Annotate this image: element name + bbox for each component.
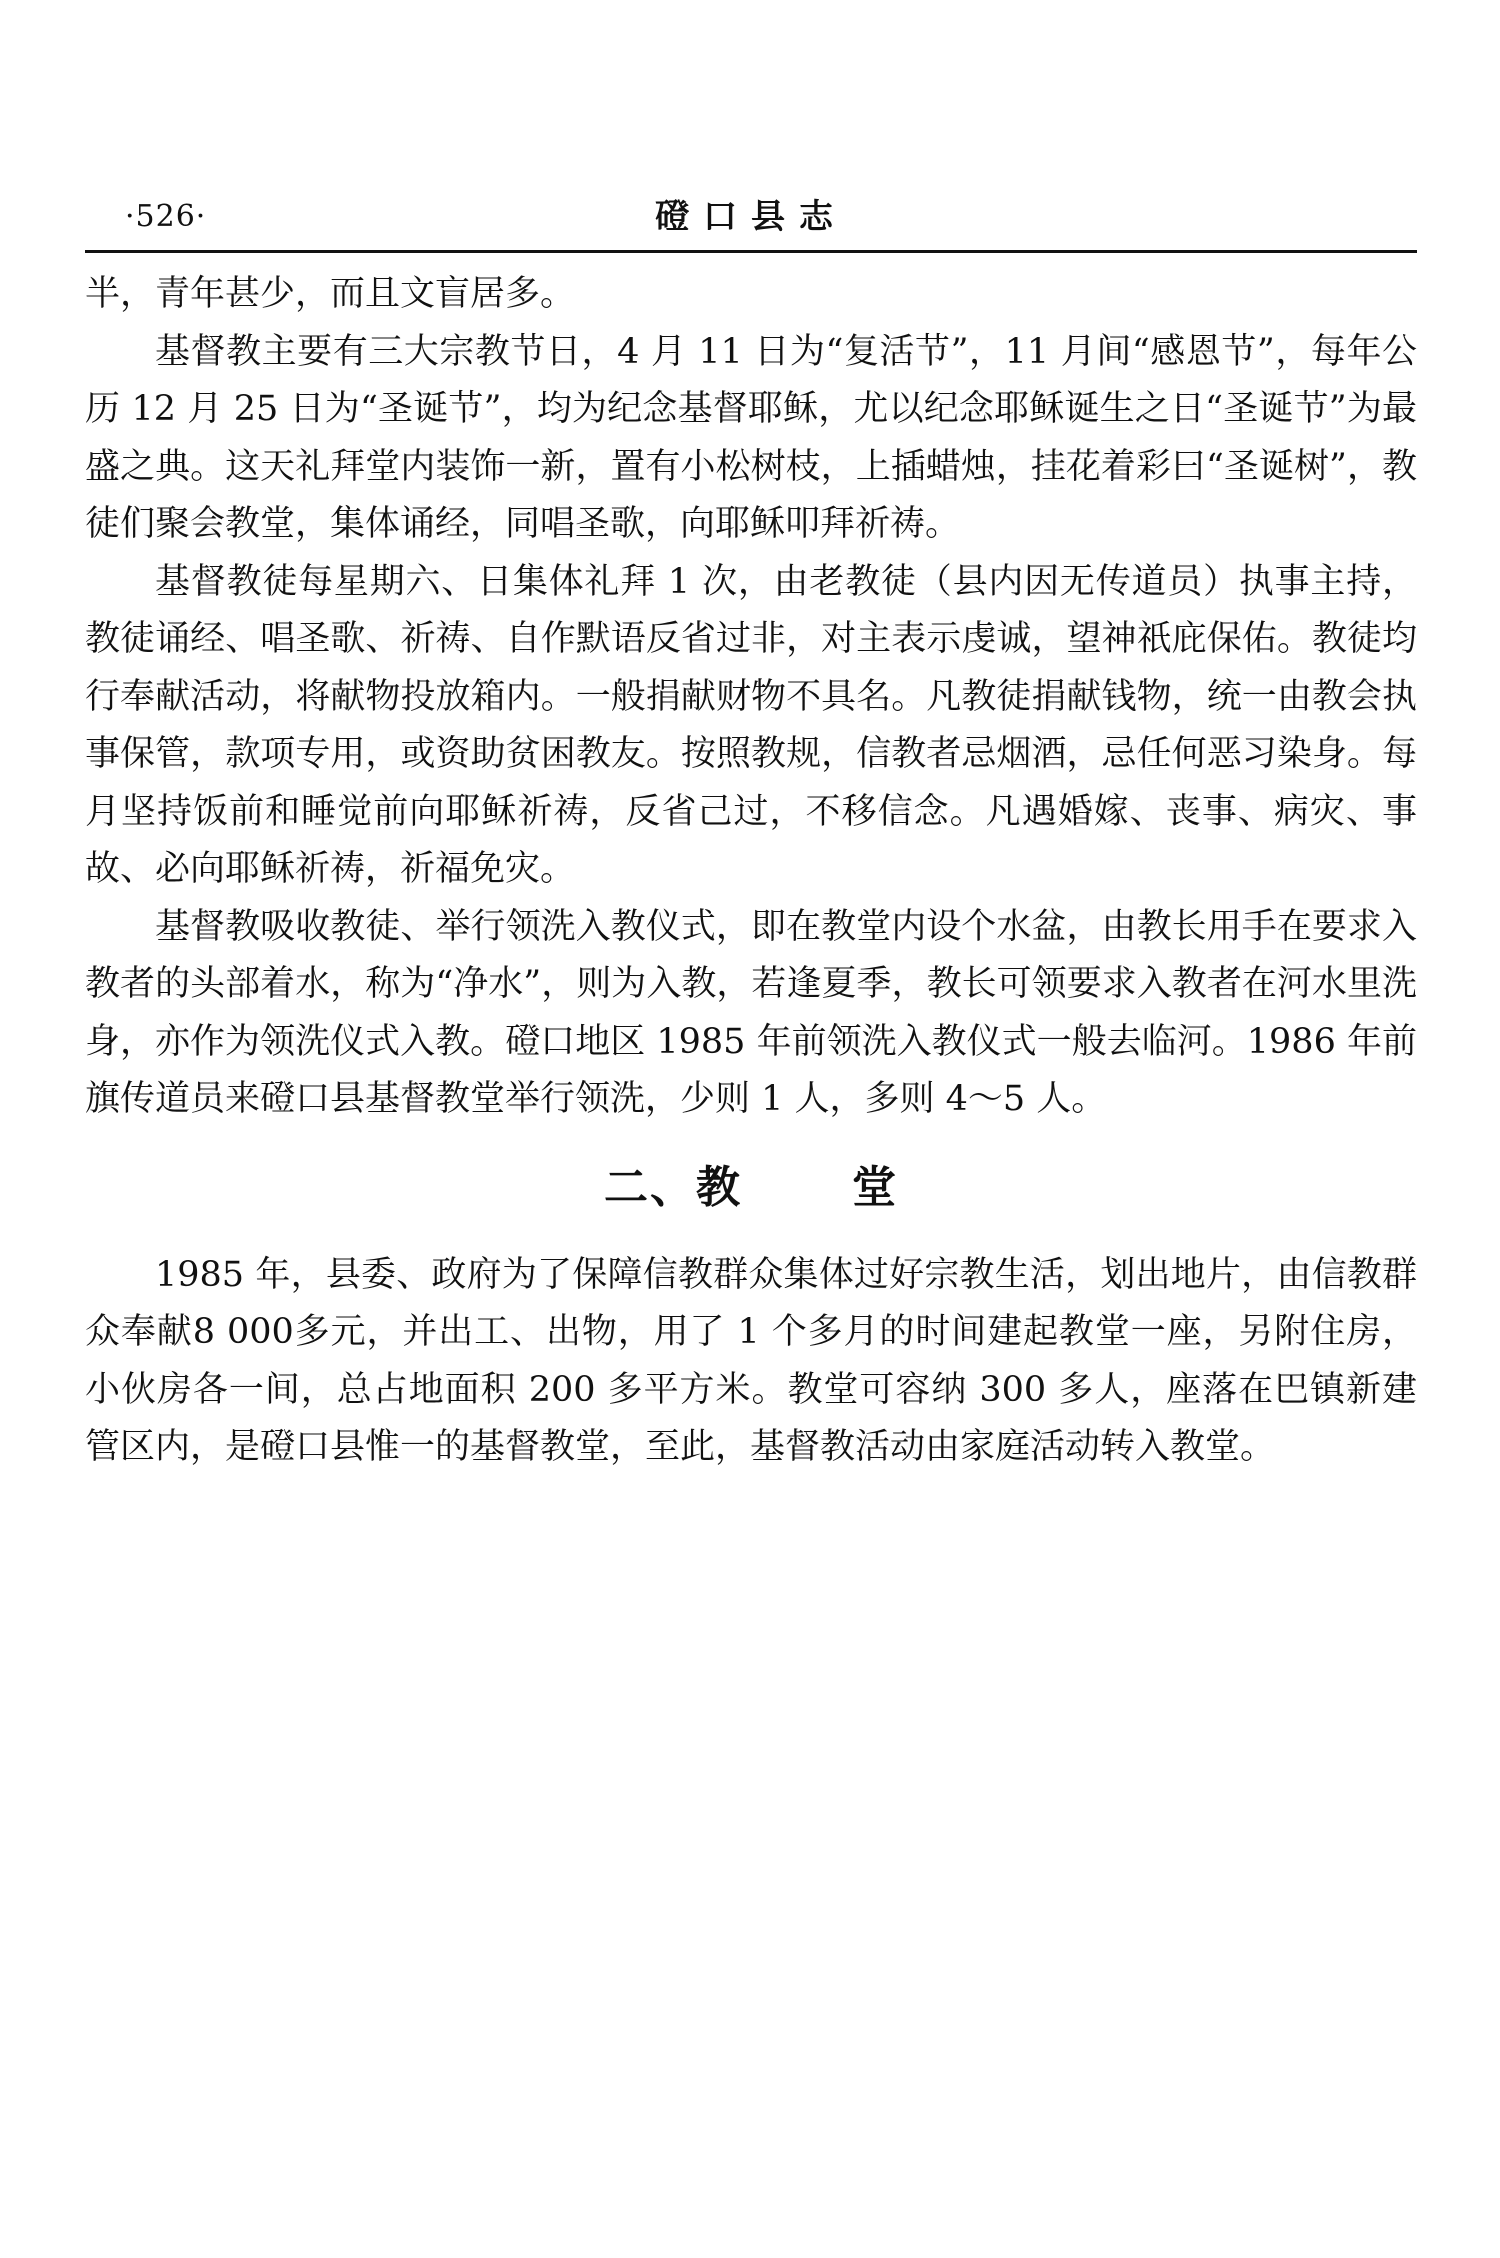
paragraph-continued: 半，青年甚少，而且文盲居多。 — [85, 274, 576, 314]
header-rule — [85, 250, 1417, 253]
paragraph-church: 1985 年，县委、政府为了保障信教群众集体过好宗教生活，划出地片，由信教群众奉献8 000多元，并出工、出物，用了 1 个多月的时间建起教堂一座，另附住房，小伙房各一间，总占地面积 200 多平方米。教堂可容纳 300 多人，座落在巴镇新建管区内，是磴口县惟一的基督教堂，至此，基督教活动由家庭活动转入教堂。 — [85, 1254, 1417, 1467]
section-heading-title-end: 堂 — [852, 1161, 898, 1213]
page-number: ·526· — [125, 199, 207, 234]
paragraph-festivals: 基督教主要有三大宗教节日，4 月 11 日为“复活节”，11 月间“感恩节”，每年公历 12 月 25 日为“圣诞节”，均为纪念基督耶稣，尤以纪念耶稣诞生之日“圣诞节”为最盛之典。这天礼拜堂内装饰一新，置有小松树枝，上插蜡烛，挂花着彩曰“圣诞树”，教徒们聚会教堂，集体诵经，同唱圣歌，向耶稣叩拜祈祷。 — [85, 331, 1417, 544]
body-text — [85, 266, 1417, 1477]
paragraph-worship: 基督教徒每星期六、日集体礼拜 1 次，由老教徒（县内因无传道员）执事主持，教徒诵经、唱圣歌、祈祷、自作默语反省过非，对主表示虔诚，望神祇庇保佑。教徒均行奉献活动，将献物投放箱内。一般捐献财物不具名。凡教徒捐献钱物，统一由教会执事保管，款项专用，或资助贫困教友。按照教规，信教者忌烟酒，忌任何恶习染身。每月坚持饭前和睡觉前向耶稣祈祷，反省己过，不移信念。凡遇婚嫁、丧事、病灾、事故、必向耶稣祈祷，祈福免灾。 — [85, 561, 1417, 889]
section-heading — [85, 1129, 1417, 1247]
section-heading-number: 二、教 — [604, 1161, 742, 1213]
running-title: 磴口县志 — [655, 197, 847, 237]
page-header — [85, 192, 1417, 242]
paragraph-baptism: 基督教吸收教徒、举行领洗入教仪式，即在教堂内设个水盆，由教长用手在要求入教者的头部着水，称为“净水”，则为入教，若逢夏季，教长可领要求入教者在河水里洗身，亦作为领洗仪式入教。磴口地区 1985 年前领洗入教仪式一般去临河。1986 年前旗传道员来磴口县基督教堂举行领洗，少则 1 人，多则 4～5 人。 — [85, 906, 1417, 1119]
